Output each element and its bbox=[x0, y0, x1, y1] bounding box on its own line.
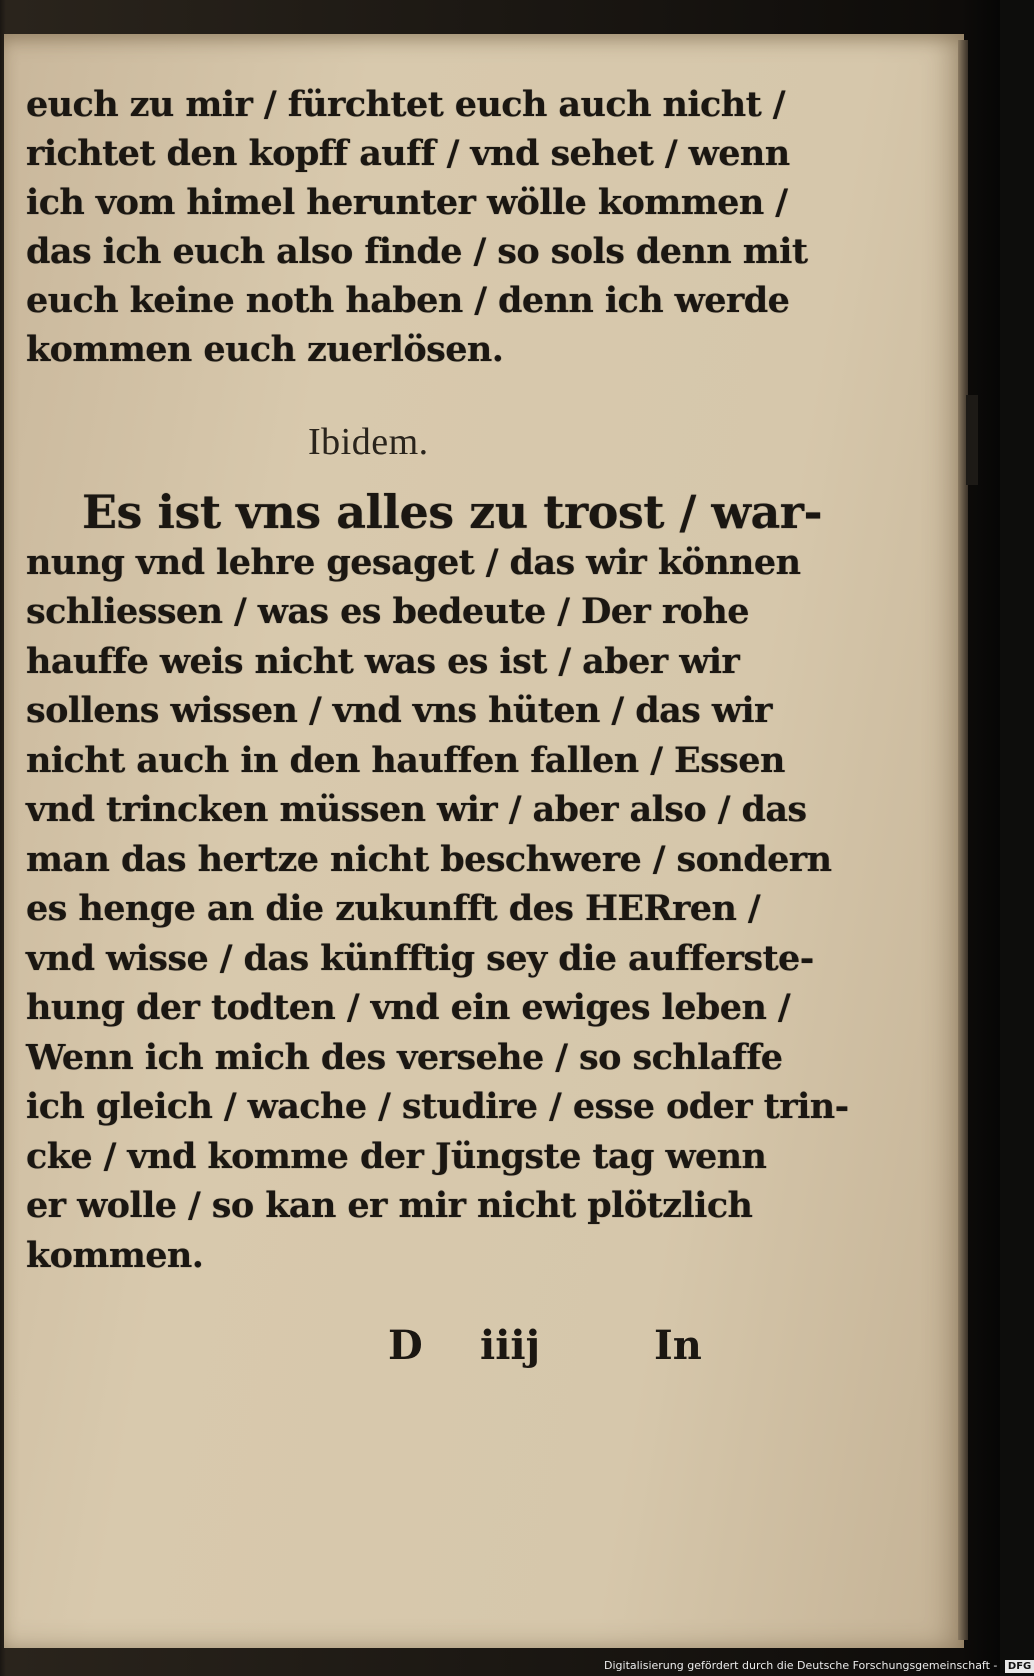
text-line: es henge an die zukunfft des HERren / bbox=[26, 888, 761, 929]
text-line: hung der todten / vnd ein ewiges leben / bbox=[26, 987, 791, 1028]
paragraph-first-line: Es ist vns alles zu trost / war- bbox=[82, 485, 823, 539]
text-line: schliessen / was es bedeute / Der rohe bbox=[26, 591, 749, 632]
digitization-credit bbox=[604, 1658, 1034, 1674]
text-line: er wolle / so kan er mir nicht plötzlich bbox=[26, 1185, 753, 1226]
signature-mark: D bbox=[388, 1322, 423, 1369]
text-line: vnd wisse / das künfftig sey die aufferste- bbox=[26, 937, 814, 979]
text-line: sollens wissen / vnd vns hüten / das wir bbox=[26, 690, 772, 731]
text-line: ich gleich / wache / studire / esse oder trin- bbox=[26, 1086, 849, 1127]
text-line: man das hertze nicht beschwere / sondern bbox=[26, 838, 832, 880]
text-line: euch keine noth haben / denn ich werde bbox=[26, 280, 790, 321]
page-footer bbox=[0, 1322, 960, 1382]
text-line: nicht auch in den hauffen fallen / Essen bbox=[26, 739, 785, 781]
page-edge bbox=[958, 40, 968, 1640]
text-line: cke / vnd komme der Jüngste tag wenn bbox=[26, 1135, 767, 1177]
text-line: euch zu mir / fürchtet euch auch nicht / bbox=[26, 84, 785, 125]
signature-number: iiij bbox=[480, 1322, 541, 1369]
dfg-logo: DFG bbox=[1005, 1660, 1034, 1673]
text-line: nung vnd lehre gesaget / das wir können bbox=[26, 541, 801, 583]
text-line: hauffe weis nicht was es ist / aber wir bbox=[26, 640, 740, 682]
text-line: kommen euch zuerlösen. bbox=[26, 329, 504, 370]
credit-text: Digitalisierung gefördert durch die Deutsche Forschungsgemeinschaft - bbox=[604, 1659, 998, 1672]
section-heading: Ibidem. bbox=[308, 421, 429, 463]
text-line: richtet den kopff auff / vnd sehet / wenn bbox=[26, 133, 790, 174]
page-tab-strip bbox=[966, 395, 978, 485]
text-line: kommen. bbox=[26, 1234, 204, 1276]
paragraph bbox=[26, 485, 849, 1280]
top-text-block bbox=[26, 80, 808, 374]
text-line: vnd trincken müssen wir / aber also / das bbox=[26, 789, 807, 830]
catchword: In bbox=[654, 1322, 702, 1369]
text-line: ich vom himel herunter wölle kommen / bbox=[26, 182, 788, 223]
text-line: Wenn ich mich des versehe / so schlaffe bbox=[26, 1036, 783, 1078]
text-line: das ich euch also finde / so sols denn mit bbox=[26, 231, 808, 272]
